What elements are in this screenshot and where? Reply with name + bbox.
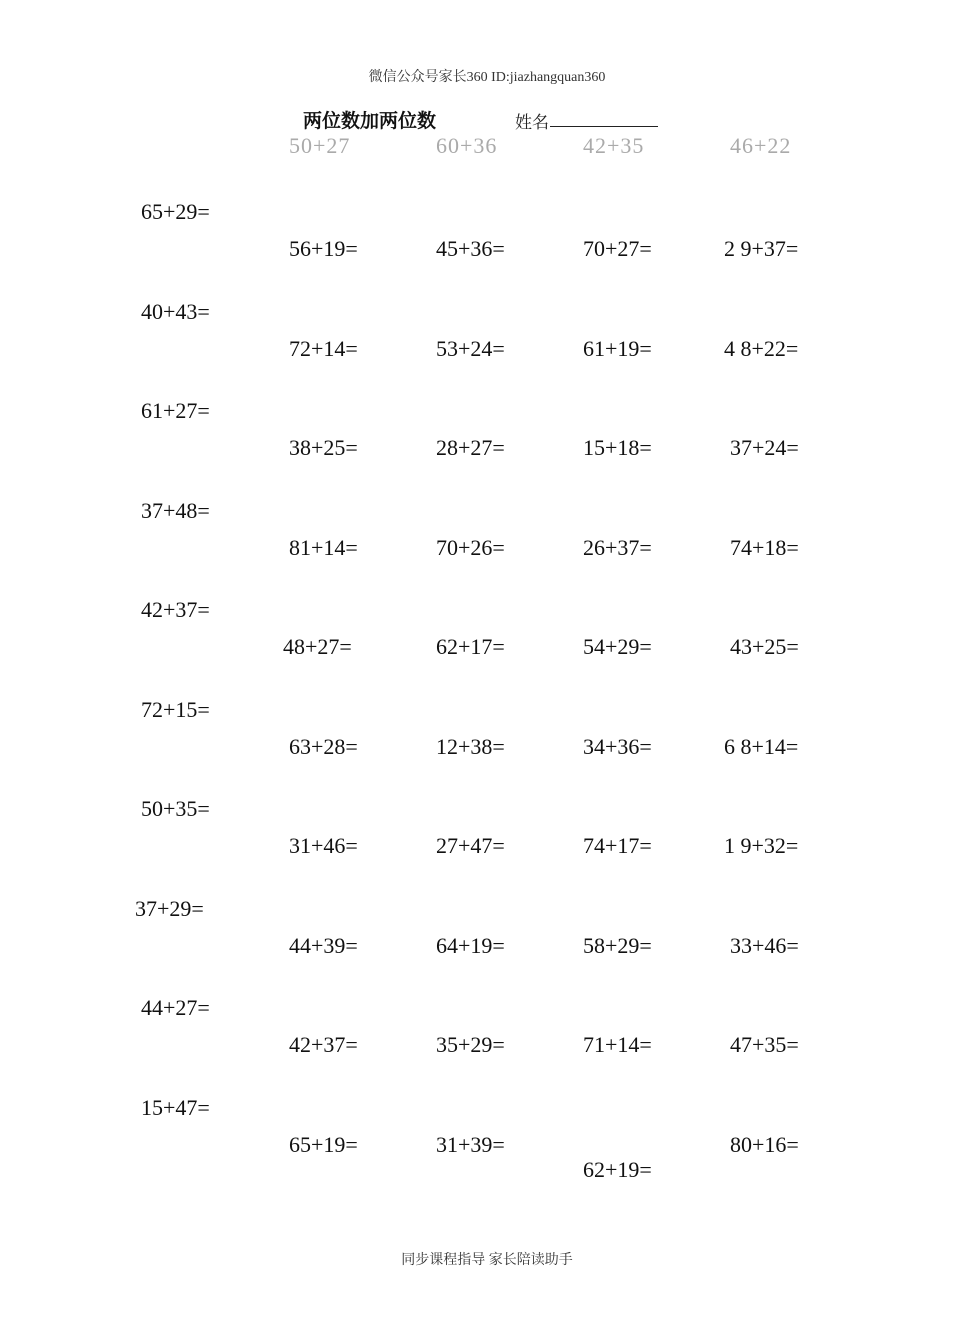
- problem: 71+14=: [583, 1032, 652, 1057]
- problem: 61+19=: [583, 336, 652, 361]
- cutoff-problem: 42+35: [583, 133, 645, 158]
- problem-left: 40+43=: [141, 299, 210, 324]
- problem: 34+36=: [583, 734, 652, 759]
- problem: 74+18=: [730, 535, 799, 560]
- problem: 56+19=: [289, 236, 358, 261]
- problem: 62+17=: [436, 634, 505, 659]
- problem: 12+38=: [436, 734, 505, 759]
- problem: 31+39=: [436, 1132, 505, 1157]
- problem: 47+35=: [730, 1032, 799, 1057]
- problem: 74+17=: [583, 833, 652, 858]
- problem: 53+24=: [436, 336, 505, 361]
- problem-left: 50+35=: [141, 796, 210, 821]
- problem: 70+27=: [583, 236, 652, 261]
- problem-left: 37+48=: [141, 498, 210, 523]
- page-title: 两位数加两位数: [303, 111, 437, 132]
- name-line[interactable]: [550, 126, 658, 127]
- problem: 42+37=: [289, 1032, 358, 1057]
- problem: 27+47=: [436, 833, 505, 858]
- problem-left: 72+15=: [141, 697, 210, 722]
- problem: 26+37=: [583, 535, 652, 560]
- problem-left: 37+29=: [135, 896, 204, 921]
- problem-left: 44+27=: [141, 995, 210, 1020]
- footer-note: 同步课程指导 家长陪读助手: [401, 1253, 573, 1268]
- cutoff-row: [0, 133, 950, 158]
- problem: 4 8+22=: [724, 336, 799, 361]
- problem: 72+14=: [289, 336, 358, 361]
- problem-left: 65+29=: [141, 199, 210, 224]
- problem: 31+46=: [289, 833, 358, 858]
- problem: 37+24=: [730, 435, 799, 460]
- name-label: 姓名: [515, 113, 549, 132]
- cutoff-problem: 60+36: [436, 133, 498, 158]
- problem: 81+14=: [289, 535, 358, 560]
- problem-left: 42+37=: [141, 597, 210, 622]
- problem: 38+25=: [289, 435, 358, 460]
- problem: 54+29=: [583, 634, 652, 659]
- problem: 15+18=: [583, 435, 652, 460]
- problem: 1 9+32=: [724, 833, 799, 858]
- cutoff-problem: 50+27: [289, 133, 351, 158]
- problem: 58+29=: [583, 933, 652, 958]
- cutoff-problem: 46+22: [730, 133, 792, 158]
- problem: 64+19=: [436, 933, 505, 958]
- problem-left: 61+27=: [141, 398, 210, 423]
- problem: 62+19=: [583, 1157, 652, 1182]
- problem: 33+46=: [730, 933, 799, 958]
- problem: 28+27=: [436, 435, 505, 460]
- problem: 80+16=: [730, 1132, 799, 1157]
- header-note: 微信公众号家长360 ID:jiazhangquan360: [368, 70, 606, 85]
- problem: 45+36=: [436, 236, 505, 261]
- problem: 6 8+14=: [724, 734, 799, 759]
- problem: 43+25=: [730, 634, 799, 659]
- problem-left: 15+47=: [141, 1095, 210, 1120]
- problem: 63+28=: [289, 734, 358, 759]
- problem: 2 9+37=: [724, 236, 799, 261]
- problem: 35+29=: [436, 1032, 505, 1057]
- problem: 65+19=: [289, 1132, 358, 1157]
- problem: 44+39=: [289, 933, 358, 958]
- problem: 48+27=: [283, 634, 352, 659]
- problem: 70+26=: [436, 535, 505, 560]
